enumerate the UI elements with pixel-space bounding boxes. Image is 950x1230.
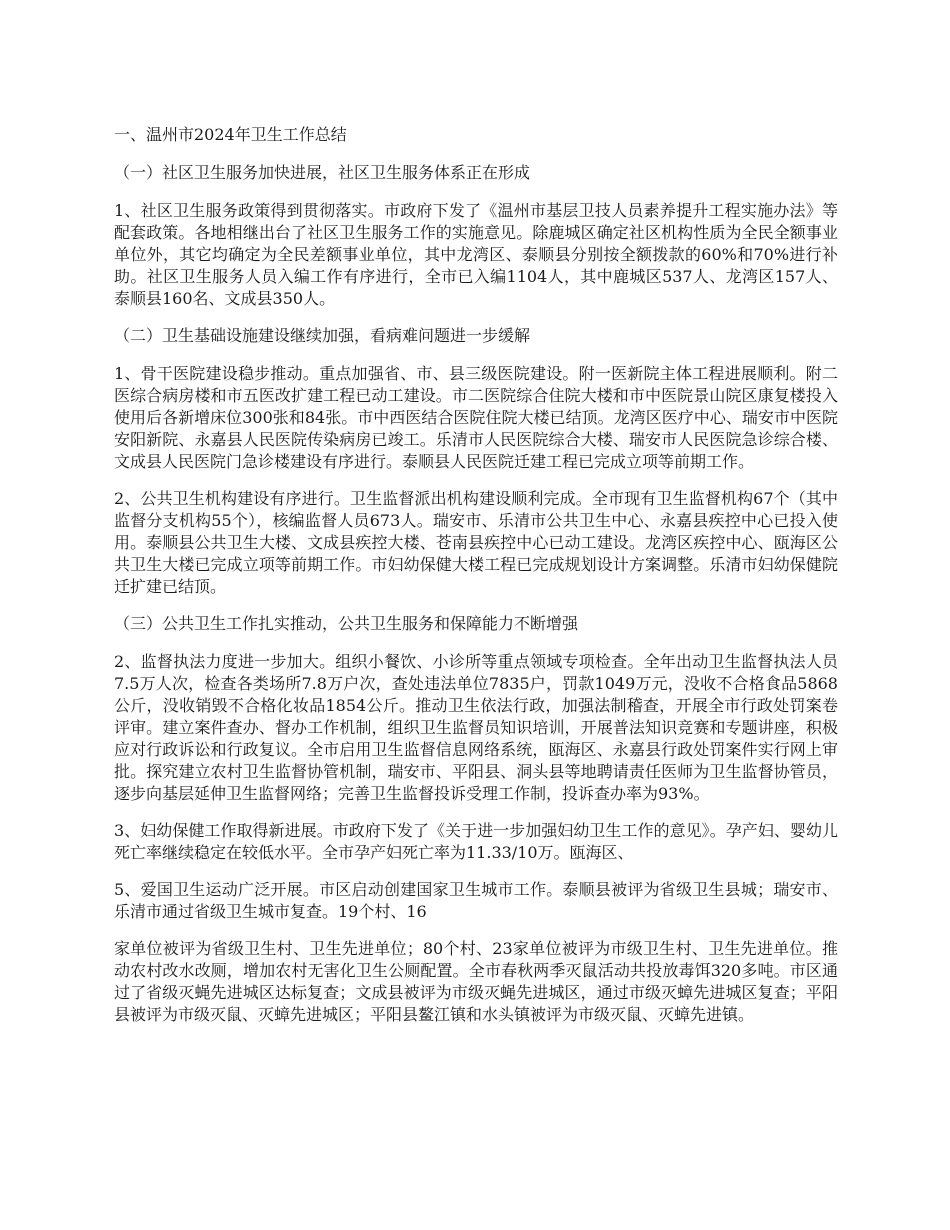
paragraph: 3、妇幼保健工作取得新进展。市政府下发了《关于进一步加强妇幼卫生工作的意见》。孕产妇、婴幼儿死亡率继续稳定在较低水平。全市孕产妇死亡率为11.33/10万。瓯海区、 [114, 821, 838, 862]
document-title: 一、温州市2024年卫生工作总结 [114, 125, 347, 144]
paragraph: 5、爱国卫生运动广泛开展。市区启动创建国家卫生城市工作。泰顺县被评为省级卫生县城；瑞安市、乐清市通过省级卫生城市复查。19个村、16 [114, 880, 838, 921]
paragraph: 家单位被评为省级卫生村、卫生先进单位；80个村、23家单位被评为市级卫生村、卫生先进单位。推动农村改水改厕，增加农村无害化卫生公厕配置。全市春秋两季灭鼠活动共投放毒饵320多吨。市区通过了省级灭蝇先进城区达标复查；文成县被评为市级灭蝇先进城区，通过市级灭蟑先进城区复查；平阳县被评为市级灭鼠、灭蟑先进城区；平阳县鳌江镇和水头镇被评为市级灭鼠、灭蟑先进镇。 [114, 939, 838, 1024]
paragraph: 2、监督执法力度进一步加大。组织小餐饮、小诊所等重点领域专项检查。全年出动卫生监督执法人员7.5万人次，检查各类场所7.8万户次，查处违法单位7835户，罚款1049万元，没收不合格食品5868公斤，没收销毁不合格化妆品1854公斤。推动卫生依法行政，加强法制稽查，开展全市行政处罚案卷评审。建立案件查办、督办工作机制，组织卫生监督员知识培训，开展普法知识竞赛和专题讲座，积极应对行政诉讼和行政复议。全市启用卫生监督信息网络系统，瓯海区、永嘉县行政处罚案件实行网上审批。探究建立农村卫生监督协管机制，瑞安市、平阳县、洞头县等地聘请责任医师为卫生监督协管员，逐步向基层延伸卫生监督网络；完善卫生监督投诉受理工作制，投诉查办率为93%。 [114, 652, 838, 803]
section-heading-3: （三）公共卫生工作扎实推动，公共卫生服务和保障能力不断增强 [114, 614, 579, 633]
document-page [114, 124, 838, 1041]
paragraph: 1、社区卫生服务政策得到贯彻落实。市政府下发了《温州市基层卫技人员素养提升工程实施办法》等配套政策。各地相继出台了社区卫生服务工作的实施意见。除鹿城区确定社区机构性质为全民全额事业单位外，其它均确定为全民差额事业单位，其中龙湾区、泰顺县分别按全额拨款的60%和70%进行补助。社区卫生服务人员入编工作有序进行，全市已入编1104人，其中鹿城区537人、龙湾区157人、泰顺县160名、文成县350人。 [114, 201, 838, 308]
paragraph: 1、骨干医院建设稳步推动。重点加强省、市、县三级医院建设。附一医新院主体工程进展顺利。附二医综合病房楼和市五医改扩建工程已动工建设。市二医院综合住院大楼和市中医院景山院区康复楼投入使用后各新增床位300张和84张。市中西医结合医院住院大楼已结顶。龙湾区医疗中心、瑞安市中医院安阳新院、永嘉县人民医院传染病房已竣工。乐清市人民医院综合大楼、瑞安市人民医院急诊综合楼、文成县人民医院门急诊楼建设有序进行。泰顺县人民医院迁建工程已完成立项等前期工作。 [114, 364, 838, 471]
section-heading-1: （一）社区卫生服务加快进展，社区卫生服务体系正在形成 [114, 163, 531, 182]
section-heading-2: （二）卫生基础设施建设继续加强，看病难问题进一步缓解 [114, 326, 531, 345]
paragraph: 2、公共卫生机构建设有序进行。卫生监督派出机构建设顺利完成。全市现有卫生监督机构67个（其中监督分支机构55个），核编监督人员673人。瑞安市、乐清市公共卫生中心、永嘉县疾控中心已投入使用。泰顺县公共卫生大楼、文成县疾控大楼、苍南县疾控中心已动工建设。龙湾区疾控中心、瓯海区公共卫生大楼已完成立项等前期工作。市妇幼保健大楼工程已完成规划设计方案调整。乐清市妇幼保健院迁扩建已结顶。 [114, 489, 838, 596]
